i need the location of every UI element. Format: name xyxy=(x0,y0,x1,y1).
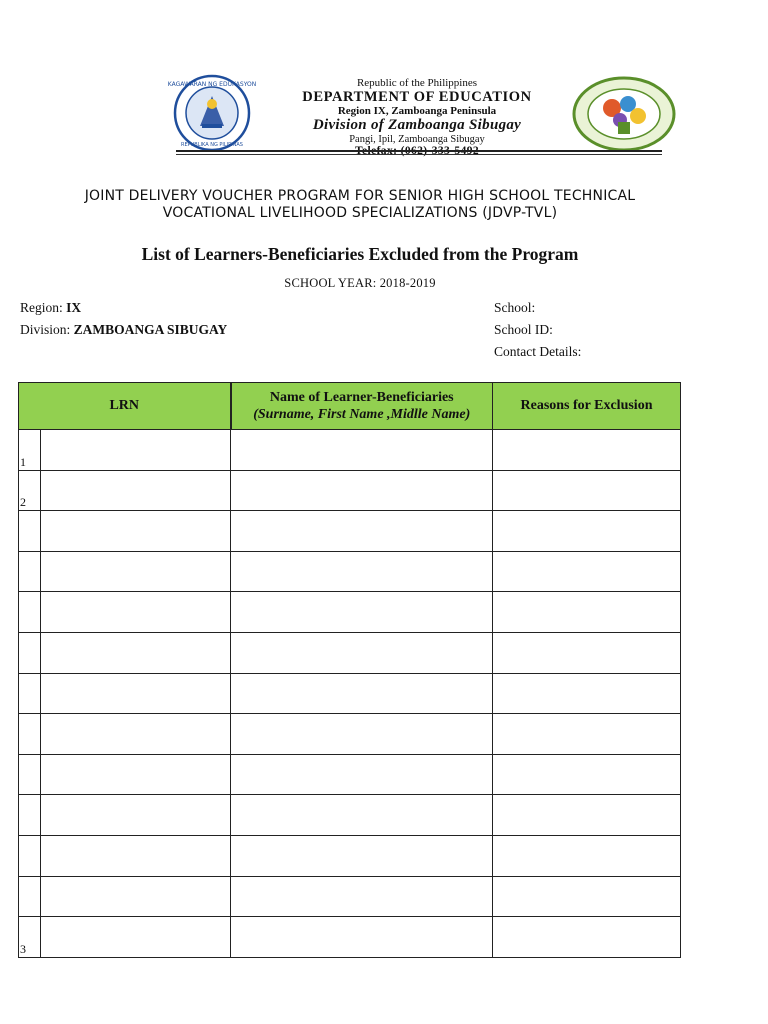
row-number xyxy=(19,551,41,592)
lrn-cell[interactable] xyxy=(41,430,231,471)
table-row xyxy=(19,632,681,673)
lrn-cell[interactable] xyxy=(41,592,231,633)
name-header xyxy=(231,383,493,430)
beneficiaries-table xyxy=(18,382,681,958)
program-title xyxy=(40,188,680,222)
row-number: 3 xyxy=(19,917,41,958)
table-row xyxy=(19,430,681,471)
reason-cell[interactable] xyxy=(493,673,681,714)
reason-cell[interactable] xyxy=(493,795,681,836)
letterhead-rule-thin xyxy=(176,154,662,155)
name-cell[interactable] xyxy=(231,795,493,836)
lrn-cell[interactable] xyxy=(41,754,231,795)
reason-cell[interactable] xyxy=(493,917,681,958)
row-number xyxy=(19,876,41,917)
lrn-cell[interactable] xyxy=(41,795,231,836)
name-cell[interactable] xyxy=(231,673,493,714)
table-row xyxy=(19,551,681,592)
reason-cell[interactable] xyxy=(493,754,681,795)
school-year: SCHOOL YEAR: 2018-2019 xyxy=(284,276,436,290)
letterhead xyxy=(162,72,682,158)
region-label: Region: xyxy=(20,300,63,315)
row-number xyxy=(19,511,41,552)
division-field xyxy=(20,319,227,341)
name-header-subtitle: (Surname, First Name ,Midlle Name) xyxy=(253,407,471,422)
lrn-cell[interactable] xyxy=(41,835,231,876)
table-row xyxy=(19,470,681,511)
address-line: Pangi, Ipil, Zamboanga Sibugay xyxy=(349,133,485,145)
lrn-cell[interactable] xyxy=(41,673,231,714)
division-value: ZAMBOANGA SIBUGAY xyxy=(73,322,228,337)
row-number xyxy=(19,795,41,836)
letterhead-rule-thick xyxy=(176,150,662,152)
name-cell[interactable] xyxy=(231,754,493,795)
svg-text:REPUBLIKA NG PILIPINAS: REPUBLIKA NG PILIPINAS xyxy=(181,142,243,148)
reason-cell[interactable] xyxy=(493,835,681,876)
lrn-cell[interactable] xyxy=(41,917,231,958)
info-left xyxy=(20,297,227,341)
reason-cell[interactable] xyxy=(493,551,681,592)
table-row xyxy=(19,835,681,876)
division-seal-icon xyxy=(572,76,676,152)
deped-seal-icon xyxy=(162,74,262,152)
school-label: School: xyxy=(494,300,536,315)
svg-text:KAGAWARAN NG EDUKASYON: KAGAWARAN NG EDUKASYON xyxy=(167,81,257,88)
region-line: Region IX, Zamboanga Peninsula xyxy=(337,104,497,117)
row-number xyxy=(19,835,41,876)
name-cell[interactable] xyxy=(231,470,493,511)
reason-cell[interactable] xyxy=(493,511,681,552)
lrn-cell[interactable] xyxy=(41,470,231,511)
department-name: DEPARTMENT OF EDUCATION xyxy=(302,88,532,105)
name-cell[interactable] xyxy=(231,430,493,471)
program-title-line-1: JOINT DELIVERY VOUCHER PROGRAM FOR SENIOR HIGH SCHOOL TECHNICAL xyxy=(84,188,636,204)
table-row xyxy=(19,754,681,795)
reason-cell[interactable] xyxy=(493,592,681,633)
name-cell[interactable] xyxy=(231,592,493,633)
region-field xyxy=(20,297,227,319)
division-label: Division: xyxy=(20,322,71,337)
republic-line: Republic of the Philippines xyxy=(356,77,478,89)
row-number: 2 xyxy=(19,470,41,511)
program-title-line-2: VOCATIONAL LIVELIHOOD SPECIALIZATIONS (JDVP-TVL) xyxy=(162,205,558,221)
name-cell[interactable] xyxy=(231,835,493,876)
school-id-label: School ID: xyxy=(494,322,553,337)
table-row xyxy=(19,795,681,836)
telefax-line: Telefax: (062)-333-5492 xyxy=(354,144,480,157)
row-number xyxy=(19,714,41,755)
row-number xyxy=(19,673,41,714)
name-cell[interactable] xyxy=(231,632,493,673)
row-number: 1 xyxy=(19,430,41,471)
name-header-title: Name of Learner-Beneficiaries xyxy=(269,390,454,405)
division-name: Division of Zamboanga Sibugay xyxy=(312,117,522,134)
table-row xyxy=(19,511,681,552)
lrn-header: LRN xyxy=(19,383,231,430)
list-title: List of Learners-Beneficiaries Excluded from the Program xyxy=(141,244,579,264)
name-cell[interactable] xyxy=(231,551,493,592)
name-cell[interactable] xyxy=(231,511,493,552)
table-row xyxy=(19,592,681,633)
table-row xyxy=(19,673,681,714)
lrn-cell[interactable] xyxy=(41,632,231,673)
lrn-cell[interactable] xyxy=(41,714,231,755)
reason-cell[interactable] xyxy=(493,876,681,917)
row-number xyxy=(19,632,41,673)
row-number xyxy=(19,592,41,633)
region-value: IX xyxy=(66,300,82,315)
reason-cell[interactable] xyxy=(493,714,681,755)
letterhead-text xyxy=(262,78,572,157)
contact-details-label: Contact Details: xyxy=(494,344,582,359)
reason-cell[interactable] xyxy=(493,632,681,673)
lrn-cell[interactable] xyxy=(41,876,231,917)
name-cell[interactable] xyxy=(231,917,493,958)
lrn-cell[interactable] xyxy=(41,511,231,552)
table-row xyxy=(19,714,681,755)
table-header-row xyxy=(19,383,681,430)
name-cell[interactable] xyxy=(231,714,493,755)
table-row xyxy=(19,917,681,958)
reason-cell[interactable] xyxy=(493,430,681,471)
reason-cell[interactable] xyxy=(493,470,681,511)
lrn-cell[interactable] xyxy=(41,551,231,592)
name-cell[interactable] xyxy=(231,876,493,917)
info-right xyxy=(494,297,581,363)
row-number xyxy=(19,754,41,795)
reasons-header: Reasons for Exclusion xyxy=(493,383,681,430)
table-row xyxy=(19,876,681,917)
